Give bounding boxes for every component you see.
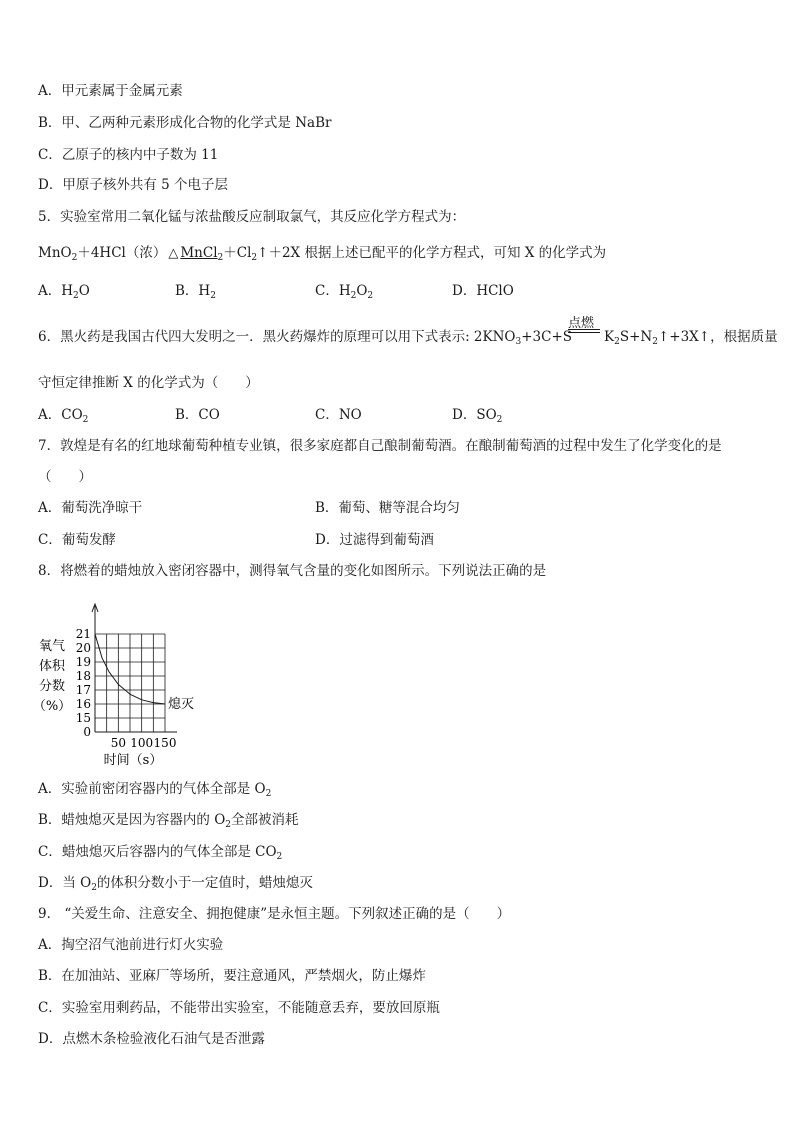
x-axis-label: 时间（s） bbox=[103, 753, 163, 768]
q6-option-b: B．CO bbox=[175, 407, 220, 423]
y-tick-label: 21 bbox=[75, 627, 91, 641]
q9-option-d: D．点燃木条检验液化石油气是否泄露 bbox=[38, 1031, 265, 1047]
q5-option-c: C．$H_2O_2$ bbox=[315, 283, 374, 301]
q5-option-a: A．$H_2O$ bbox=[38, 283, 90, 301]
q9-option-a: A．掏空沼气池前进行灯火实验 bbox=[38, 937, 224, 953]
y-tick-label: 0 bbox=[83, 725, 91, 739]
y-axis-label-line: 分数 bbox=[38, 679, 66, 694]
q6-option-c: C．NO bbox=[315, 407, 362, 423]
q6-stem: 6．黑火药是我国古代四大发明之一．黑火药爆炸的原理可以用下式表示: $2KNO_3+3C+S$ $K_2S+N_2↑+3X↑$，根据质量 bbox=[38, 329, 778, 347]
q7-stem: 7．敦煌是有名的红地球葡萄种植专业镇，很多家庭都自己酿制葡萄酒。在酿制葡萄酒的过程中发生了化学变化的是 bbox=[38, 438, 722, 454]
y-tick-label: 17 bbox=[75, 683, 91, 697]
q9-option-b: B．在加油站、亚麻厂等场所，要注意通风，严禁烟火，防止爆炸 bbox=[38, 968, 426, 984]
q6-stem-continued: 守恒定律推断 X 的化学式为（ ） bbox=[38, 375, 259, 391]
q7-paren: （ ） bbox=[38, 469, 92, 485]
chart-axes bbox=[92, 604, 177, 732]
y-tick-label: 18 bbox=[75, 669, 91, 683]
y-tick-label: 16 bbox=[75, 697, 91, 711]
q6-option-a: A．$CO_2$ bbox=[38, 407, 89, 425]
q8-option-b: B．蜡烛熄灭是因为容器内的 $O_2$全部被消耗 bbox=[38, 812, 299, 830]
x-tick-label: 150 bbox=[153, 736, 177, 750]
q4-option-d: D．甲原子核外共有 5 个电子层 bbox=[38, 177, 228, 193]
q7-option-d: D．过滤得到葡萄酒 bbox=[315, 532, 434, 548]
ignite-condition: 点燃 bbox=[568, 316, 595, 331]
y-axis-label-line: 氧气 bbox=[38, 639, 66, 654]
q8-option-c: C．蜡烛熄灭后容器内的气体全部是 $CO_2$ bbox=[38, 844, 283, 862]
y-tick-label: 15 bbox=[75, 711, 91, 725]
x-tick-labels bbox=[111, 736, 177, 750]
q5-stem: 5．实验室常用二氧化锰与浓盐酸反应制取氯气，其反应化学方程式为： bbox=[38, 209, 466, 225]
y-axis-label-line: 体积 bbox=[38, 659, 66, 674]
heat-condition-icon: △ bbox=[168, 246, 179, 261]
oxygen-volume-chart bbox=[30, 600, 220, 770]
q7-option-c: C．葡萄发酵 bbox=[38, 532, 116, 548]
q7-option-a: A．葡萄洗净晾干 bbox=[38, 500, 143, 516]
q5-equation: MnO$_2$＋4HCl（浓） △ $MnCl_2+Cl_2↑+2X$ 根据上述已配平的化学方程式，可知 X 的化学式为 bbox=[38, 245, 607, 263]
q4-option-a: A．甲元素属于金属元素 bbox=[38, 83, 183, 99]
extinguish-annotation: 熄灭 bbox=[168, 697, 195, 712]
q6-option-d: D．$SO_2$ bbox=[452, 407, 503, 425]
q8-option-d: D．当 $O_2$的体积分数小于一定值时，蜡烛熄灭 bbox=[38, 875, 313, 893]
q9-option-c: C．实验室用剩药品，不能带出实验室，不能随意丢弃，要放回原瓶 bbox=[38, 1000, 440, 1016]
q5-option-d: D．HClO bbox=[452, 283, 514, 299]
x-tick-label: 50 bbox=[110, 736, 126, 750]
q7-option-b: B．葡萄、糖等混合均匀 bbox=[315, 500, 460, 516]
chart-grid bbox=[95, 634, 165, 732]
q8-option-a: A．实验前密闭容器内的气体全部是 $O_2$ bbox=[38, 781, 272, 799]
y-axis-label bbox=[33, 639, 71, 714]
q4-option-b: B．甲、乙两种元素形成化合物的化学式是 NaBr bbox=[38, 115, 332, 131]
y-tick-labels bbox=[76, 627, 91, 739]
q9-stem: 9． “关爱生命、注意安全、拥抱健康”是永恒主题。下列叙述正确的是（ ） bbox=[38, 906, 511, 922]
q8-stem: 8．将燃着的蜡烛放入密闭容器中，测得氧气含量的变化如图所示。下列说法正确的是 bbox=[38, 563, 547, 579]
q4-option-c: C．乙原子的核内中子数为 11 bbox=[38, 147, 219, 163]
y-axis-label-line: （%） bbox=[32, 699, 72, 714]
x-tick-label: 100 bbox=[130, 736, 154, 750]
q5-option-b: B．$H_2$ bbox=[175, 283, 216, 301]
y-tick-label: 19 bbox=[75, 655, 91, 669]
y-tick-label: 20 bbox=[75, 641, 91, 655]
